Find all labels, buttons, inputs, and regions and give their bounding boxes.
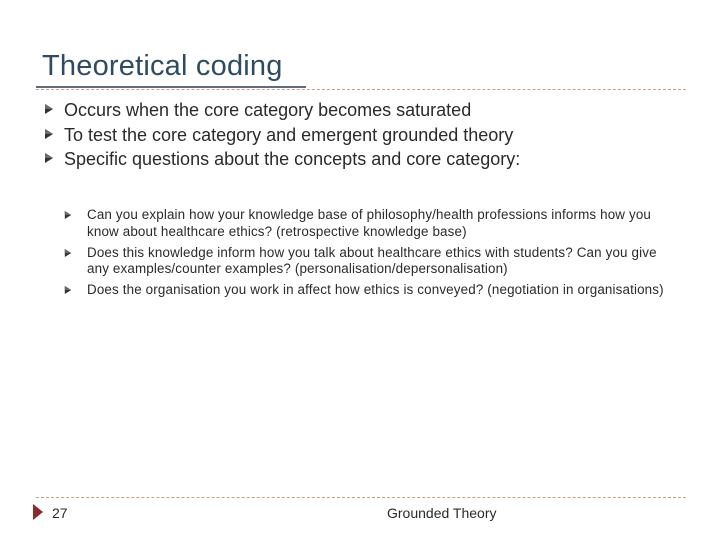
bullet-text: To test the core category and emergent grounded theory (64, 124, 514, 145)
sub-bullet-list (64, 207, 674, 303)
sub-bullet-item (64, 245, 674, 278)
title-underline (36, 86, 306, 88)
bullet-arrow-icon (44, 152, 54, 164)
sub-bullet-item (64, 282, 674, 299)
footer-title: Grounded Theory (387, 505, 497, 521)
sub-bullet-text: Does the organisation you work in affect how ethics is conveyed? (negotiation in organisations) (87, 282, 664, 297)
footer-divider (36, 497, 686, 498)
bullet-arrow-icon (44, 128, 54, 140)
bullet-text: Specific questions about the concepts and core category: (64, 149, 521, 169)
bullet-item (44, 123, 694, 148)
bullet-arrow-icon (64, 285, 72, 295)
slide-title: Theoretical coding (42, 50, 283, 82)
bullet-arrow-icon (44, 103, 54, 115)
page-number: 27 (52, 505, 68, 521)
bullet-item (44, 147, 694, 172)
bullet-arrow-icon (64, 248, 72, 258)
sub-bullet-text: Can you explain how your knowledge base of philosophy/health professions informs how you know about healthcare ethics? (retrospective knowledge base) (87, 207, 652, 239)
bullet-item (44, 98, 694, 123)
bullet-text: Occurs when the core category becomes saturated (64, 100, 472, 120)
sub-bullet-item (64, 207, 674, 240)
bullet-arrow-icon (64, 210, 72, 220)
bullet-list (44, 98, 694, 172)
page-arrow-icon (32, 503, 44, 521)
sub-bullet-text: Does this knowledge inform how you talk about healthcare ethics with students? Can you give any examples/counter examples? (personalisation/depersonalisation) (87, 244, 657, 276)
title-divider (36, 89, 686, 90)
